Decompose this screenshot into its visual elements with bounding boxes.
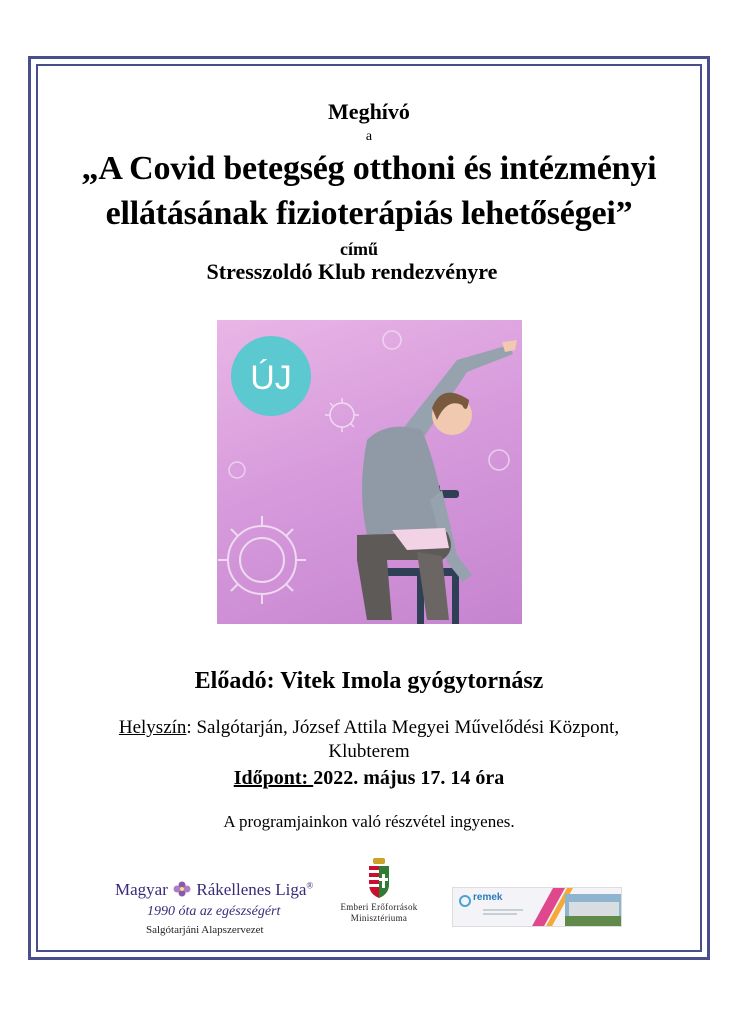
woman-figure [357, 340, 517, 620]
presenter-line: Előadó: Vitek Imola gyógytornász [194, 668, 544, 694]
event-title-line1: „A Covid betegség otthoni és intézményi [81, 150, 657, 187]
virus-icon [218, 516, 306, 604]
new-badge-text: ÚJ [250, 359, 292, 397]
emmi-name [333, 902, 425, 924]
remek-name: remek [473, 892, 503, 903]
flower-icon [172, 881, 192, 897]
venue-text: : Salgótarján, József Attila Megyei Művelődési Központ, [186, 717, 620, 738]
emmi-logo [333, 856, 425, 926]
virus-icon [325, 398, 359, 432]
liga-slogan: 1990 óta az egészségért [147, 904, 281, 919]
time-line [0, 767, 738, 790]
venue-line [0, 717, 738, 739]
event-title-line2: ellátásának fizioterápiás lehetőségei” [105, 195, 633, 232]
venue-room: Klubterem [328, 741, 410, 762]
liga-logo [115, 880, 325, 940]
registered-mark: ® [306, 880, 314, 891]
remek-logo [452, 887, 622, 927]
time-label: Időpont: [233, 767, 314, 789]
connector-word: a [365, 129, 373, 144]
liga-branch: Salgótarjáni Alapszervezet [146, 924, 264, 936]
emmi-line2: Minisztériuma [350, 913, 408, 923]
woman-stretching-illustration [217, 320, 522, 624]
emmi-line1: Emberi Erőforrások [340, 902, 418, 912]
liga-name [115, 880, 325, 900]
club-name: Stresszoldó Klub rendezvényre [206, 259, 498, 284]
invitation-heading: Meghívó [328, 99, 410, 124]
event-photo [217, 320, 522, 624]
free-participation-note: A programjainkon való részvétel ingyenes. [223, 812, 515, 831]
hungarian-coat-of-arms-icon [333, 856, 425, 900]
titled-word: című [340, 239, 378, 259]
venue-label: Helyszín [118, 717, 187, 738]
liga-name-left: Magyar [115, 880, 168, 899]
liga-name-right: Rákellenes Liga [196, 880, 307, 899]
time-value: 2022. május 17. 14 óra [313, 767, 505, 789]
